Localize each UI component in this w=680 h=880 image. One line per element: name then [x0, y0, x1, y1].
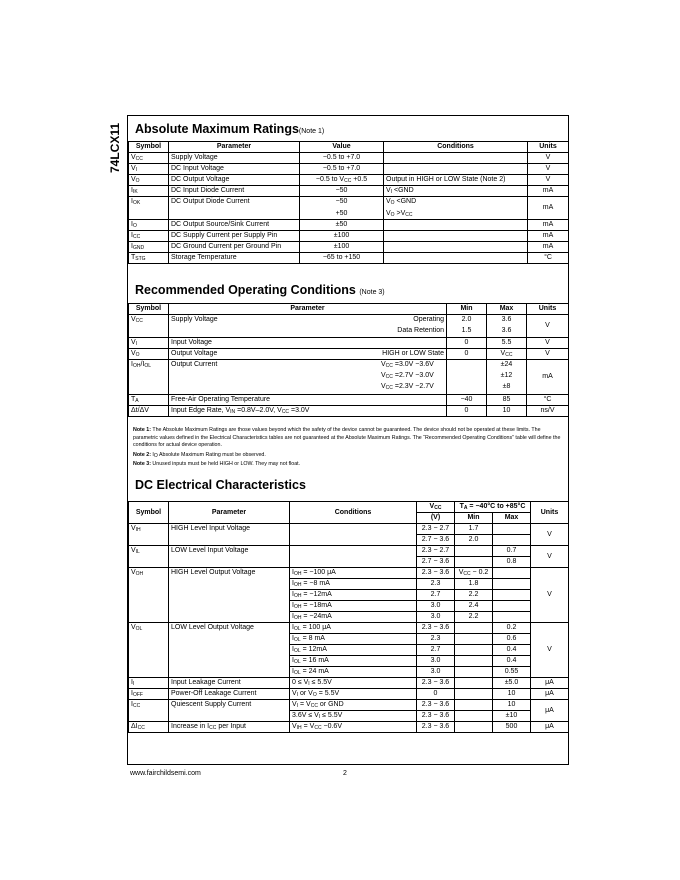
units: mA — [528, 242, 569, 253]
symbol: I — [131, 243, 133, 250]
units: V — [531, 623, 569, 678]
parameter: Input Leakage Current — [169, 678, 290, 689]
vcc: 3.0 — [417, 656, 455, 667]
value: −65 to +150 — [300, 253, 384, 264]
min: 1.8 — [455, 579, 493, 590]
value: ±50 — [300, 220, 384, 231]
table-row: $\Delta I_{CC}$ Increase in $I_{CC}$ per Input $V_{IH} = V_{CC} -0.6V$ 2.3 − 3.6 500 μA — [129, 722, 569, 733]
min: 2.2 — [455, 590, 493, 601]
conditions — [290, 546, 417, 568]
vcc: 0 — [417, 689, 455, 700]
value: −0.5 to +7.0 — [300, 153, 384, 164]
conditions: $I_{OL} = 12mA$ — [290, 645, 417, 656]
symbol: I — [131, 361, 133, 368]
max — [493, 535, 531, 546]
table-row: $I_{GND}$ DC Ground Current per Ground Pin ±100 mA — [129, 242, 569, 253]
max: ±5.0 — [493, 678, 531, 689]
units: V — [531, 546, 569, 568]
parameter: LOW Level Output Voltage — [169, 623, 290, 678]
th-ta: $T_A = -40^\circ C$ to +85°C — [455, 502, 531, 513]
abs-max-table — [128, 141, 569, 264]
table-row: $V_O$ Output Voltage HIGH or LOW State 0 $V_{CC}$ V — [129, 349, 569, 360]
units: V — [528, 164, 569, 175]
min — [455, 667, 493, 678]
conditions: $V_I$ or $V_O = 5.5V$ — [290, 689, 417, 700]
units: mA — [528, 231, 569, 242]
notes — [133, 427, 563, 471]
symbol: Δt/ΔV — [129, 406, 169, 417]
vcc: 3.0 — [417, 612, 455, 623]
th-parameter: Parameter — [169, 502, 290, 524]
max: 10 — [493, 689, 531, 700]
max: 0.4 — [493, 645, 531, 656]
vcc: 2.3 — [417, 579, 455, 590]
th-conditions: Conditions — [290, 502, 417, 524]
th-vcc-unit: (V) — [417, 513, 455, 524]
units: V — [527, 349, 569, 360]
min: 0 — [447, 349, 487, 360]
roc-note: (Note 3) — [359, 289, 385, 296]
max: $V_{CC}$ — [487, 349, 527, 360]
max — [493, 590, 531, 601]
max: 500 — [493, 722, 531, 733]
symbol: V — [131, 624, 136, 631]
parameter: DC Output Voltage — [169, 175, 300, 186]
symbol: V — [131, 165, 136, 172]
symbol: V — [131, 525, 136, 532]
max: 5.5 — [487, 338, 527, 349]
vcc: 2.3 − 3.6 — [417, 623, 455, 634]
max: 0.6 — [493, 634, 531, 645]
units: V — [528, 175, 569, 186]
dc-title: DC Electrical Characteristics — [135, 478, 306, 492]
th-min: Min — [447, 304, 487, 315]
symbol: ΔI — [131, 723, 138, 730]
max: ±24 ±12 ±8 — [487, 360, 527, 395]
th-symbol: Symbol — [129, 502, 169, 524]
max: 0.8 — [493, 557, 531, 568]
min — [455, 689, 493, 700]
footer-url[interactable]: www.fairchildsemi.com — [130, 770, 201, 777]
side-part-label: 74LCX11 — [108, 122, 122, 174]
value: −50 +50 — [300, 197, 384, 220]
parameter: DC Ground Current per Ground Pin — [169, 242, 300, 253]
min — [455, 656, 493, 667]
units: mA — [528, 197, 569, 220]
table-row: $T_{STG}$ Storage Temperature −65 to +150 °C — [129, 253, 569, 264]
conditions — [384, 164, 528, 175]
parameter: DC Output Source/Sink Current — [169, 220, 300, 231]
min — [455, 557, 493, 568]
parameter: Power-Off Leakage Current — [169, 689, 290, 700]
vcc: 2.3 − 3.6 — [417, 568, 455, 579]
min: −40 — [447, 395, 487, 406]
th-units: Units — [531, 502, 569, 524]
max — [493, 524, 531, 535]
th-units: Units — [528, 142, 569, 153]
min: 2.4 — [455, 601, 493, 612]
abs-max-title-block — [135, 122, 324, 139]
max — [493, 612, 531, 623]
vcc: 2.7 — [417, 645, 455, 656]
conditions: $I_{OL} = 8$ mA — [290, 634, 417, 645]
roc-title: Recommended Operating Conditions — [135, 283, 356, 297]
min: 2.2 — [455, 612, 493, 623]
table-row: $I_{CC}$ DC Supply Current per Supply Pin ±100 mA — [129, 231, 569, 242]
conditions: $I_{OH} = -12mA$ — [290, 590, 417, 601]
max: 0.4 — [493, 656, 531, 667]
max — [493, 579, 531, 590]
table-row: $I_I$ Input Leakage Current $0 \le V_I \le 5.5V$ 2.3 − 3.6 ±5.0 μA — [129, 678, 569, 689]
min: $V_{CC} - 0.2$ — [455, 568, 493, 579]
table-row: $I_{OH}/I_{OL}$ Output Current $V_{CC} =3.0V -3.6V$ $V_{CC} =2.7V -3.0V$ $V_{CC} =2.3V -2.7V$ ±24 ±12 ±8 mA — [129, 360, 569, 395]
roc-table — [128, 303, 569, 417]
table-row: $V_{CC}$ Supply Voltage Operating Data Retention 2.0 1.5 3.6 3.6 V — [129, 315, 569, 338]
table-row: $I_{OK}$ DC Output Diode Current −50 +50 $V_O <GND$ $V_O >V_{CC}$ mA — [129, 197, 569, 220]
max: 3.6 3.6 — [487, 315, 527, 338]
units: μA — [531, 700, 569, 722]
table-row: $V_I$ Input Voltage 0 5.5 V — [129, 338, 569, 349]
conditions: $V_{IH} = V_{CC} -0.6V$ — [290, 722, 417, 733]
th-units: Units — [527, 304, 569, 315]
conditions: $V_I <GND$ — [384, 186, 528, 197]
min — [455, 700, 493, 711]
th-max: Max — [493, 513, 531, 524]
units: V — [531, 524, 569, 546]
min — [455, 623, 493, 634]
dc-table — [128, 501, 569, 733]
table-row: $V_{IH}$ HIGH Level Input Voltage 2.3 − 2.7 1.7 V — [129, 524, 569, 535]
table-row: $V_{IL}$ LOW Level Input Voltage 2.3 − 2.7 0.7 V — [129, 546, 569, 557]
symbol: I — [131, 232, 133, 239]
th-symbol: Symbol — [129, 142, 169, 153]
parameter: Input Voltage — [169, 338, 447, 349]
vcc: 3.0 — [417, 667, 455, 678]
value: ±100 — [300, 231, 384, 242]
conditions: $I_{OL} = 16$ mA — [290, 656, 417, 667]
conditions: $I_{OH} = -24mA$ — [290, 612, 417, 623]
parameter: DC Input Diode Current — [169, 186, 300, 197]
parameter: Output Current $V_{CC} =3.0V -3.6V$ $V_{CC} =2.7V -3.0V$ $V_{CC} =2.3V -2.7V$ — [169, 360, 447, 395]
conditions: Output in HIGH or LOW State (Note 2) — [384, 175, 528, 186]
min — [447, 360, 487, 395]
min — [455, 645, 493, 656]
min: 2.0 1.5 — [447, 315, 487, 338]
vcc: 2.3 − 3.6 — [417, 722, 455, 733]
conditions: $I_{OH} = -18mA$ — [290, 601, 417, 612]
conditions — [384, 231, 528, 242]
value: ±100 — [300, 242, 384, 253]
symbol: I — [131, 679, 133, 686]
vcc: 2.3 — [417, 634, 455, 645]
note-1: Note 1: The Absolute Maximum Ratings are those values beyond which the safety of the device cannot be guaranteed. The device should not be operated at these limits. The parametric values defined in the Electrical Characteristics tables are not guaranteed at the Absolute Maximum Ratings. The “Recommended Operating Conditions” table will define the conditions for actual device operation. — [133, 427, 561, 448]
th-symbol: Symbol — [129, 304, 169, 315]
vcc: 2.7 − 3.6 — [417, 535, 455, 546]
symbol: I — [131, 690, 133, 697]
datasheet-page — [127, 115, 569, 765]
value: −0.5 to $V_{CC} +0.5$ — [300, 175, 384, 186]
conditions: $V_I = V_{CC}$ or GND — [290, 700, 417, 711]
conditions: $I_{OH} = -8$ mA — [290, 579, 417, 590]
conditions: $0 \le V_I \le 5.5V$ — [290, 678, 417, 689]
table-row: $T_A$ Free-Air Operating Temperature −40 85 °C — [129, 395, 569, 406]
max: ±10 — [493, 711, 531, 722]
conditions: $I_{OL} = 100$ μA — [290, 623, 417, 634]
units: °C — [528, 253, 569, 264]
roc-title-block — [135, 283, 385, 300]
vcc: 3.0 — [417, 601, 455, 612]
th-conditions: Conditions — [384, 142, 528, 153]
min — [455, 722, 493, 733]
table-row: $V_{OH}$ HIGH Level Output Voltage $I_{OH} = -100$ μA 2.3 − 3.6 $V_{CC} - 0.2$ V — [129, 568, 569, 579]
page-number: 2 — [343, 770, 347, 777]
max: 0.7 — [493, 546, 531, 557]
table-row: $I_O$ DC Output Source/Sink Current ±50 mA — [129, 220, 569, 231]
dc-title-block — [135, 478, 306, 493]
table-row: $V_{OL}$ LOW Level Output Voltage $I_{OL} = 100$ μA 2.3 − 3.6 0.2 V — [129, 623, 569, 634]
th-parameter: Parameter — [169, 304, 447, 315]
table-row: $I_{CC}$ Quiescent Supply Current $V_I = V_{CC}$ or GND 2.3 − 3.6 10 μA — [129, 700, 569, 711]
units: °C — [527, 395, 569, 406]
units: μA — [531, 722, 569, 733]
symbol: V — [131, 154, 136, 161]
th-min: Min — [455, 513, 493, 524]
parameter: Output Voltage HIGH or LOW State — [169, 349, 447, 360]
th-max: Max — [487, 304, 527, 315]
symbol: V — [131, 350, 136, 357]
note-3: Note 3: Unused inputs must be held HIGH or LOW. They may not float. — [133, 461, 301, 467]
parameter: HIGH Level Output Voltage — [169, 568, 290, 623]
abs-max-title: Absolute Maximum Ratings — [135, 122, 299, 136]
vcc: 2.3 − 3.6 — [417, 711, 455, 722]
symbol: V — [131, 547, 136, 554]
min — [455, 711, 493, 722]
max: 0.55 — [493, 667, 531, 678]
max: 0.2 — [493, 623, 531, 634]
max — [493, 601, 531, 612]
units: ns/V — [527, 406, 569, 417]
parameter: Quiescent Supply Current — [169, 700, 290, 722]
vcc: 2.3 − 3.6 — [417, 700, 455, 711]
symbol: I — [131, 221, 133, 228]
symbol: V — [131, 569, 136, 576]
table-row: $V_I$ DC Input Voltage −0.5 to +7.0 V — [129, 164, 569, 175]
value: −0.5 to +7.0 — [300, 164, 384, 175]
abs-max-note: (Note 1) — [298, 128, 325, 135]
min — [455, 678, 493, 689]
parameter: Supply Voltage Operating Data Retention — [169, 315, 447, 338]
table-header-row — [129, 142, 569, 153]
conditions — [384, 220, 528, 231]
value: −50 — [300, 186, 384, 197]
conditions: $I_{OH} = -100$ μA — [290, 568, 417, 579]
table-header-row — [129, 304, 569, 315]
min: 0 — [447, 406, 487, 417]
units: mA — [528, 186, 569, 197]
min: 2.0 — [455, 535, 493, 546]
table-row: $V_{CC}$ Supply Voltage −0.5 to +7.0 V — [129, 153, 569, 164]
table-row — [129, 406, 569, 417]
conditions: $V_O <GND$ $V_O >V_{CC}$ — [384, 197, 528, 220]
symbol: V — [131, 176, 136, 183]
units: mA — [528, 220, 569, 231]
parameter: Input Edge Rate, $V_{IN} =0.8V-2.0V$, $V_{CC} =3.0V$ — [169, 406, 447, 417]
conditions — [290, 524, 417, 546]
conditions — [384, 242, 528, 253]
max: 85 — [487, 395, 527, 406]
units: V — [527, 338, 569, 349]
vcc: 2.7 — [417, 590, 455, 601]
symbol: I — [131, 198, 133, 205]
vcc: 2.3 − 2.7 — [417, 546, 455, 557]
min — [455, 634, 493, 645]
parameter: DC Output Diode Current — [169, 197, 300, 220]
parameter: DC Supply Current per Supply Pin — [169, 231, 300, 242]
parameter: LOW Level Input Voltage — [169, 546, 290, 568]
symbol: V — [131, 316, 136, 323]
min: 0 — [447, 338, 487, 349]
parameter: Storage Temperature — [169, 253, 300, 264]
symbol: I — [131, 187, 133, 194]
table-row: $I_{IK}$ DC Input Diode Current −50 $V_I <GND$ mA — [129, 186, 569, 197]
symbol: T — [131, 254, 136, 261]
parameter: Free-Air Operating Temperature — [169, 395, 447, 406]
th-parameter: Parameter — [169, 142, 300, 153]
conditions — [384, 253, 528, 264]
units: V — [531, 568, 569, 623]
vcc: 2.3 − 2.7 — [417, 524, 455, 535]
units: V — [528, 153, 569, 164]
max — [493, 568, 531, 579]
symbol: V — [131, 339, 136, 346]
parameter: DC Input Voltage — [169, 164, 300, 175]
vcc: 2.7 − 3.6 — [417, 557, 455, 568]
parameter: Supply Voltage — [169, 153, 300, 164]
table-row: $V_O$ DC Output Voltage −0.5 to $V_{CC} +0.5$ Output in HIGH or LOW State (Note 2) V — [129, 175, 569, 186]
min — [455, 546, 493, 557]
min: 1.7 — [455, 524, 493, 535]
conditions — [384, 153, 528, 164]
symbol: I — [131, 701, 133, 708]
parameter: HIGH Level Input Voltage — [169, 524, 290, 546]
note-2: Note 2: $I_O$ Absolute Maximum Rating must be observed. — [133, 451, 266, 459]
th-vcc: $V_{CC}$ — [417, 502, 455, 513]
table-row: $I_{OFF}$ Power-Off Leakage Current $V_I$ or $V_O = 5.5V$ 0 10 μA — [129, 689, 569, 700]
vcc: 2.3 − 3.6 — [417, 678, 455, 689]
max: 10 — [487, 406, 527, 417]
conditions: $I_{OL} = 24$ mA — [290, 667, 417, 678]
th-value: Value — [300, 142, 384, 153]
symbol: T — [131, 396, 136, 403]
max: 10 — [493, 700, 531, 711]
units: V — [527, 315, 569, 338]
units: mA — [527, 360, 569, 395]
units: μA — [531, 689, 569, 700]
parameter: Increase in $I_{CC}$ per Input — [169, 722, 290, 733]
conditions: $3.6V \le V_I \le 5.5V$ — [290, 711, 417, 722]
units: μA — [531, 678, 569, 689]
